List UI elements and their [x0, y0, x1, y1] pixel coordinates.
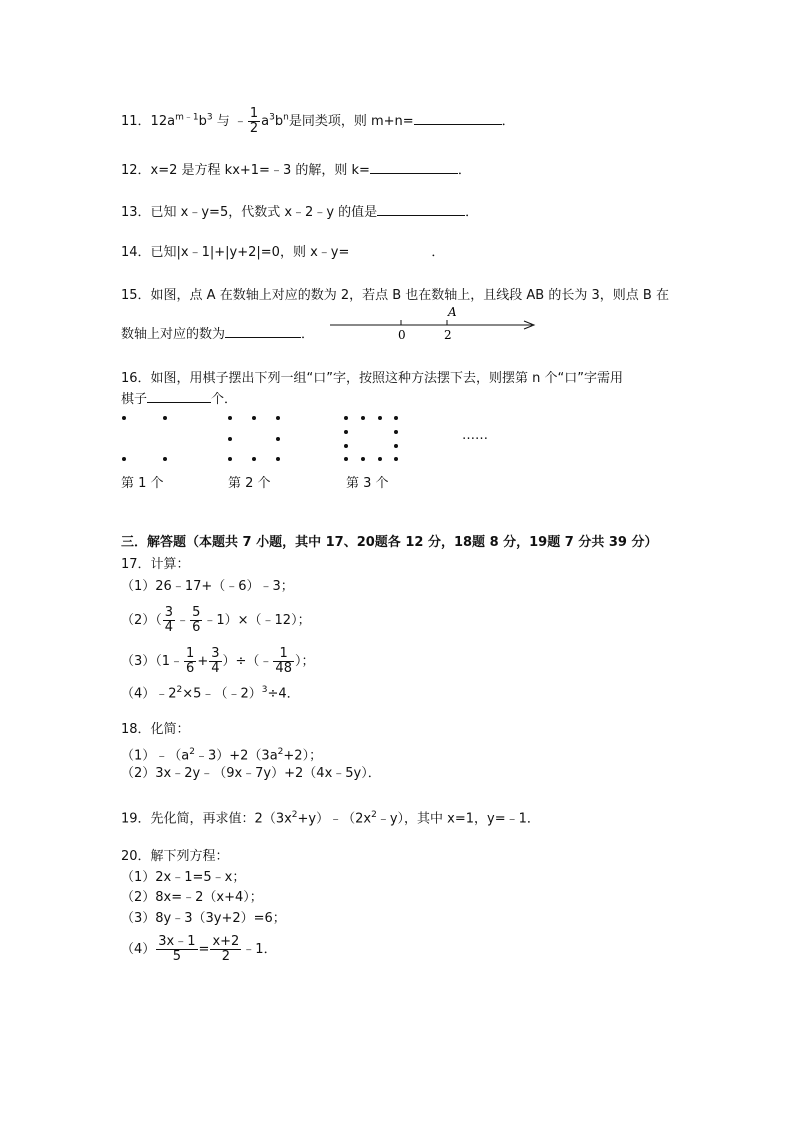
figure-caption-1: 第 1 个 [121, 476, 164, 491]
q13-end: ． [465, 205, 479, 220]
question-14 [121, 244, 444, 262]
q17-p4-post: ÷4． [267, 686, 300, 702]
q18-title: 18．化简： [121, 722, 190, 737]
q14-end: ． [431, 245, 445, 260]
q11-exp2: 3 [206, 112, 213, 123]
q11-with: 与 [212, 114, 234, 129]
q20-part4 [121, 935, 277, 964]
q11-tail: 是同类项，则 m+n= [288, 114, 414, 129]
q12-text: 12．x=2 是方程 kx+1=﹣3 的解，则 k= [121, 163, 370, 178]
question-15-line2 [121, 325, 314, 344]
frac-den: 6 [192, 620, 201, 635]
stone-dot [276, 437, 280, 441]
q11-fraction [248, 107, 260, 136]
stone-dot [228, 437, 232, 441]
stone-dot [276, 457, 280, 461]
q11-exp4: n [283, 112, 289, 123]
stone-dot [394, 444, 398, 448]
question-12 [121, 161, 471, 180]
q17-p3-pre: （3）（1﹣ [121, 654, 184, 669]
stone-dot [344, 457, 348, 461]
q11-term2a: a [261, 114, 270, 129]
q11-exp1: m﹣1 [175, 112, 199, 123]
q18-part1 [121, 743, 322, 765]
q20-p4-pre: （4） [121, 942, 156, 957]
q15-end: ． [301, 327, 315, 342]
q18-p1-mid: ﹣3）+2（3a [194, 748, 278, 764]
question-13 [121, 203, 478, 222]
q17-p2-post: ﹣1）×（﹣12）； [203, 613, 311, 628]
stone-dot [344, 444, 348, 448]
q19-pre: 19．先化简，再求值：2（3x [121, 811, 292, 827]
q19-exp1: 2 [291, 810, 298, 820]
q11-frac-den: 2 [249, 121, 259, 136]
stone-dot [394, 430, 398, 434]
stone-dot [276, 416, 280, 420]
q17-p3-post: ）； [294, 654, 315, 669]
tick-label-two: 2 [444, 328, 452, 342]
q18-p1-pre: （1）﹣（a [121, 748, 190, 764]
q16-text-line2: 棋子 [121, 392, 148, 407]
q17-p4-mid: ×5﹣（﹣2） [182, 686, 262, 702]
stone-dot [378, 457, 382, 461]
frac-den: 5 [172, 949, 182, 964]
frac-num: 1 [273, 647, 294, 662]
frac-den: 4 [211, 661, 220, 676]
question-16-line2 [121, 390, 237, 409]
frac-den: 2 [221, 949, 230, 964]
stone-dot [361, 457, 365, 461]
stone-dot [361, 416, 365, 420]
q17-p2-pre: （2）（ [121, 613, 162, 628]
q11-frac-num: 1 [249, 106, 259, 121]
stone-dot [252, 416, 256, 420]
q20-part2: （2）8x=﹣2（x+4）； [121, 890, 263, 905]
question-19 [121, 806, 540, 828]
question-11 [121, 107, 515, 136]
q13-text: 13．已知 x﹣y=5，代数式 x﹣2﹣y 的值是 [121, 205, 378, 220]
figure-caption-2: 第 2 个 [228, 476, 271, 491]
q18-part2: （2）3x﹣2y﹣（9x﹣7y）+2（4x﹣5y）． [121, 766, 381, 781]
q17-title: 17．计算： [121, 557, 190, 572]
q20-part3: （3）8y﹣3（3y+2）=6； [121, 911, 286, 926]
frac-den: 48 [275, 661, 292, 676]
q16-text-line1: 16．如图，用棋子摆出下列一组“口”字，按照这种方法摆下去，则摆第 n 个“口”字需用 [121, 371, 623, 386]
q17-part1: （1）26﹣17+（﹣6）﹣3； [121, 579, 294, 594]
q17-p3-frac2 [209, 647, 221, 676]
frac-num: 1 [186, 646, 195, 661]
stone-dot [252, 457, 256, 461]
q20-p4-frac2 [210, 935, 241, 964]
frac-num: 3x﹣1 [158, 934, 196, 949]
tick-label-zero: 0 [398, 328, 406, 342]
q13-answer-blank[interactable] [377, 203, 465, 216]
stone-dot [344, 416, 348, 420]
q11-number: 11． [121, 114, 151, 129]
q17-p2-frac1 [163, 606, 175, 635]
q18-p1-exp1: 2 [189, 747, 195, 757]
q18-p1-exp2: 2 [277, 747, 284, 757]
q17-p3-mid: ）÷（﹣ [222, 654, 273, 669]
q17-p3-plus: + [197, 654, 209, 669]
frac-num: 3 [164, 605, 174, 620]
q16-answer-blank[interactable] [147, 390, 211, 403]
q11-term1b: b [198, 114, 207, 129]
frac-den: 4 [164, 620, 174, 635]
section-title: 三．解答题（本题共 7 小题，其中 17、20题各 12 分，18题 8 分，19题 7 分共 39 分） [121, 535, 658, 550]
q20-part1: （1）2x﹣1=5﹣x； [121, 870, 246, 885]
frac-num: x+2 [212, 934, 240, 949]
q15-text-line2: 数轴上对应的数为 [121, 327, 226, 342]
stone-dot [394, 457, 398, 461]
q11-term1: 12a [150, 114, 176, 129]
q20-p4-frac1 [156, 935, 197, 964]
q15-text-line1: 15．如图，点 A 在数轴上对应的数为 2，若点 B 也在数轴上，且线段 AB 的长为 3，则点 B 在 [121, 288, 669, 303]
q14-text: 14．已知|x﹣1|+|y+2|=0，则 x﹣y= [121, 245, 350, 260]
q19-post: ﹣y），其中 x=1，y=﹣1． [376, 811, 540, 827]
q19-mid: +y）﹣（2x [297, 811, 372, 827]
pattern-ellipsis: …… [462, 428, 488, 443]
stone-dot [228, 457, 232, 461]
q12-end: ． [457, 163, 471, 178]
stone-dot [122, 416, 126, 420]
q15-answer-blank[interactable] [225, 325, 301, 338]
q20-title: 20．解下列方程： [121, 849, 229, 864]
frac-num: 5 [192, 605, 201, 620]
stone-dot [378, 416, 382, 420]
q11-end: ． [501, 114, 515, 129]
question-16-line1 [121, 370, 623, 388]
point-a-label: A [448, 305, 457, 319]
q17-p3-frac1 [184, 647, 196, 676]
figure-caption-3: 第 3 个 [346, 476, 389, 491]
q17-part2 [121, 606, 311, 635]
q11-term2b: b [274, 114, 284, 129]
number-line-figure [328, 304, 540, 342]
stone-dot [163, 416, 167, 420]
q12-answer-blank[interactable] [370, 161, 458, 174]
stone-dot [163, 457, 167, 461]
q17-p3-frac3 [273, 647, 294, 676]
q11-neg: ﹣ [233, 114, 247, 129]
q17-p2-frac2 [190, 606, 202, 635]
stone-dot [394, 416, 398, 420]
frac-den: 6 [186, 661, 195, 676]
stone-dot [228, 416, 232, 420]
q17-part3 [121, 647, 314, 676]
q20-p4-eq: = [198, 942, 210, 957]
q17-p2-minus: ﹣ [176, 613, 190, 628]
stone-dot [344, 430, 348, 434]
q20-p4-post: ﹣1． [242, 942, 277, 957]
frac-num: 3 [211, 646, 220, 661]
question-15-line1 [121, 287, 669, 305]
stone-dot [122, 457, 126, 461]
q18-p1-post: +2）； [283, 748, 323, 764]
q16-end: 个． [211, 392, 238, 407]
q11-exp3: 3 [269, 112, 275, 123]
q17-p4-exp2: 3 [261, 685, 268, 695]
q17-p4-exp1: 2 [176, 685, 183, 695]
q17-p4-pre: （4）﹣2 [121, 686, 177, 702]
q17-part4 [121, 681, 300, 703]
q11-answer-blank[interactable] [414, 112, 502, 125]
q19-exp2: 2 [371, 810, 377, 820]
